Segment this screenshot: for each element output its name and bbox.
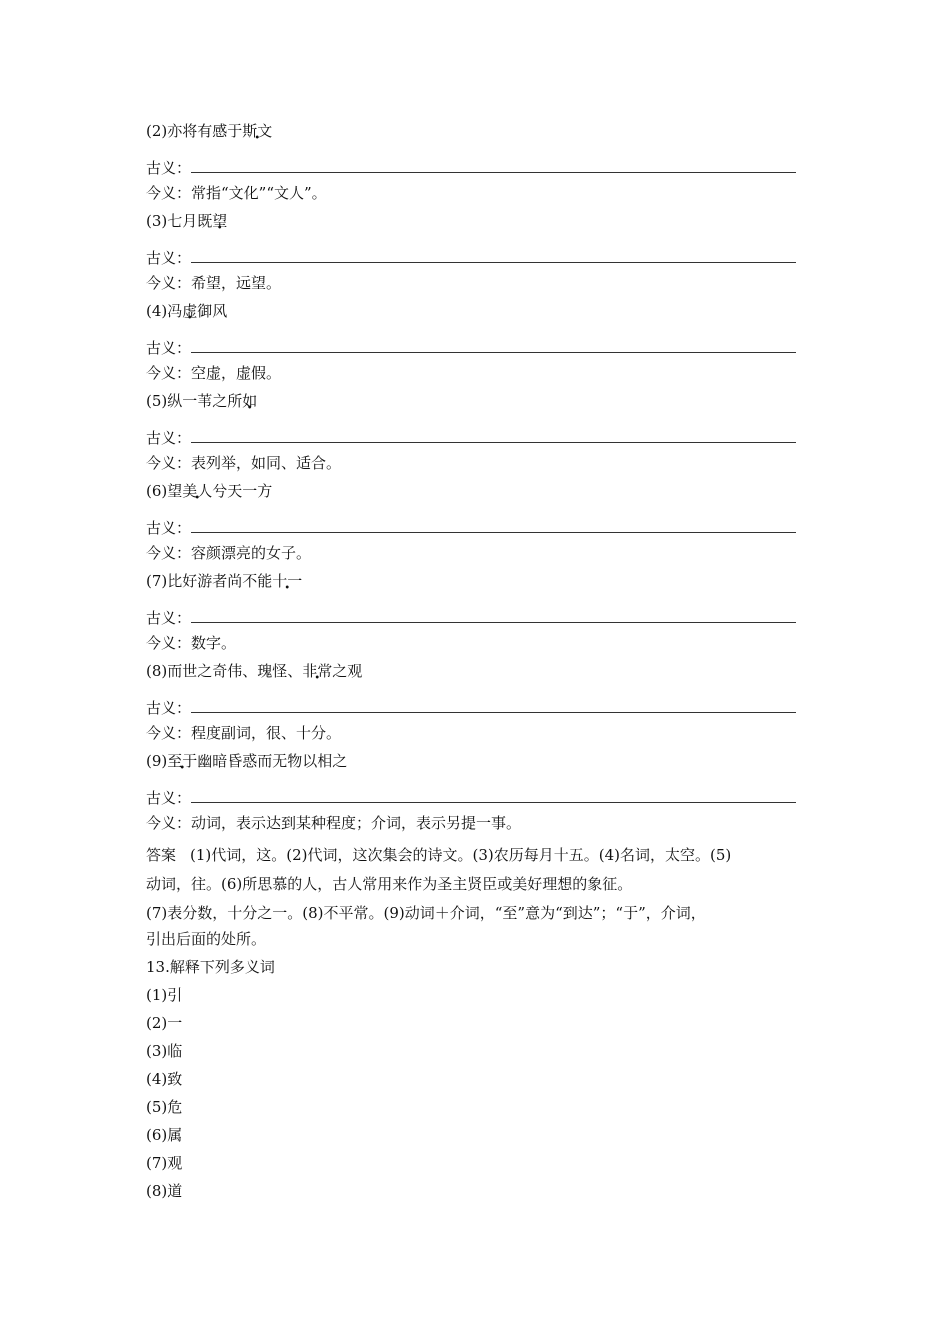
question-line bbox=[146, 661, 362, 681]
answer-blank[interactable] bbox=[191, 698, 796, 713]
question-prefix: (3)七月既 bbox=[146, 212, 213, 230]
emphasized-word: 美人 bbox=[182, 482, 213, 500]
question-line bbox=[146, 121, 272, 141]
answer-blank[interactable] bbox=[191, 248, 796, 263]
ancient-meaning-line bbox=[146, 428, 796, 448]
emphasized-word: 望 bbox=[212, 212, 228, 230]
question-suffix: 兮天一方 bbox=[212, 482, 273, 500]
polysemy-item: (2)一 bbox=[146, 1014, 183, 1032]
emphasized-word: 斯文 bbox=[242, 122, 273, 140]
ancient-meaning-line bbox=[146, 518, 796, 538]
question-line bbox=[146, 571, 302, 591]
answer-blank[interactable] bbox=[191, 158, 796, 173]
modern-meaning-line: 今义：希望，远望。 bbox=[146, 274, 282, 292]
ancient-meaning-line bbox=[146, 248, 796, 268]
polysemy-item: (6)属 bbox=[146, 1126, 183, 1144]
modern-meaning-line: 今义：表列举，如同、适合。 bbox=[146, 454, 342, 472]
ancient-meaning-line bbox=[146, 788, 796, 808]
question-line bbox=[146, 211, 227, 231]
modern-meaning-line: 今义：空虚，虚假。 bbox=[146, 364, 282, 382]
polysemy-item: (3)临 bbox=[146, 1042, 183, 1060]
modern-meaning-line: 今义：动词，表示达到某种程度；介词，表示另提一事。 bbox=[146, 814, 522, 832]
question-prefix: (4)冯 bbox=[146, 302, 183, 320]
question-prefix: (7)比好游者尚不能 bbox=[146, 572, 273, 590]
answer-blank[interactable] bbox=[191, 338, 796, 353]
question-suffix: 御风 bbox=[197, 302, 228, 320]
polysemy-item: (4)致 bbox=[146, 1070, 183, 1088]
ancient-meaning-label: 古义： bbox=[146, 339, 192, 357]
answer-line bbox=[146, 845, 731, 865]
question-prefix: (6)望 bbox=[146, 482, 183, 500]
ancient-meaning-line bbox=[146, 698, 796, 718]
question-prefix: (5)纵一苇之所 bbox=[146, 392, 243, 410]
question-prefix: (2)亦将有感于 bbox=[146, 122, 243, 140]
answer-blank[interactable] bbox=[191, 608, 796, 623]
polysemy-item: (5)危 bbox=[146, 1098, 183, 1116]
answer-blank[interactable] bbox=[191, 428, 796, 443]
polysemy-item: (7)观 bbox=[146, 1154, 183, 1172]
ancient-meaning-label: 古义： bbox=[146, 789, 192, 807]
question-prefix: (9) bbox=[146, 752, 168, 770]
modern-meaning-line: 今义：容颜漂亮的女子。 bbox=[146, 544, 312, 562]
ancient-meaning-label: 古义： bbox=[146, 249, 192, 267]
answer-text: (1)代词，这。(2)代词，这次集会的诗文。(3)农历每月十五。(4)名词，太空。(5) bbox=[190, 846, 732, 864]
emphasized-word: 非常 bbox=[302, 662, 333, 680]
ancient-meaning-line bbox=[146, 158, 796, 178]
polysemy-item: (1)引 bbox=[146, 986, 183, 1004]
ancient-meaning-label: 古义： bbox=[146, 609, 192, 627]
polysemy-item: (8)道 bbox=[146, 1182, 183, 1200]
ancient-meaning-line bbox=[146, 338, 796, 358]
answer-blank[interactable] bbox=[191, 788, 796, 803]
ancient-meaning-label: 古义： bbox=[146, 429, 192, 447]
emphasized-word: 十一 bbox=[272, 572, 303, 590]
answer-blank[interactable] bbox=[191, 518, 796, 533]
question-suffix: 之观 bbox=[332, 662, 363, 680]
emphasized-word: 如 bbox=[242, 392, 258, 410]
question-line bbox=[146, 751, 347, 771]
modern-meaning-line: 今义：程度副词，很、十分。 bbox=[146, 724, 342, 742]
answer-line: (7)表分数，十分之一。(8)不平常。(9)动词＋介词，“至”意为“到达”；“于”，介词， bbox=[146, 904, 706, 922]
answer-label: 答案 bbox=[146, 846, 177, 864]
emphasized-word: 虚 bbox=[182, 302, 198, 320]
answer-line: 引出后面的处所。 bbox=[146, 930, 267, 948]
answer-line: 动词，往。(6)所思慕的人，古人常用来作为圣主贤臣或美好理想的象征。 bbox=[146, 875, 633, 893]
modern-meaning-line: 今义：数字。 bbox=[146, 634, 237, 652]
section-title: 13.解释下列多义词 bbox=[146, 958, 275, 976]
ancient-meaning-line bbox=[146, 608, 796, 628]
question-line bbox=[146, 391, 257, 411]
question-line bbox=[146, 481, 272, 501]
ancient-meaning-label: 古义： bbox=[146, 159, 192, 177]
modern-meaning-line: 今义：常指“文化”“文人”。 bbox=[146, 184, 327, 202]
ancient-meaning-label: 古义： bbox=[146, 519, 192, 537]
question-suffix: 幽暗昏惑而无物以相之 bbox=[197, 752, 348, 770]
question-line bbox=[146, 301, 227, 321]
ancient-meaning-label: 古义： bbox=[146, 699, 192, 717]
emphasized-word: 至于 bbox=[167, 752, 198, 770]
question-prefix: (8)而世之奇伟、瑰怪、 bbox=[146, 662, 303, 680]
